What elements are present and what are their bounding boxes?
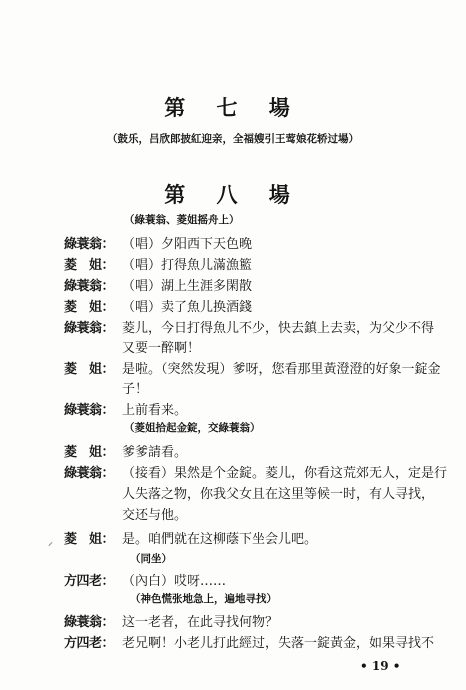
stage-direction-enter: （神色慌张地急上，遍地寻找） bbox=[130, 593, 277, 605]
scene-8-heading: 第 八 場 bbox=[164, 182, 302, 207]
dialogue-line: 又要一醉啊！ bbox=[122, 341, 201, 356]
page-number: • 19 • bbox=[360, 659, 401, 673]
dialogue-line: 这一老者，在此寻找何物？ bbox=[122, 615, 279, 630]
margin-mark: ⸝ bbox=[48, 537, 53, 548]
speaker-label: 菱 姐： bbox=[64, 532, 115, 547]
dialogue-line: （唱）卖了魚儿换酒錢 bbox=[122, 300, 253, 315]
speaker-label: 菱 姐： bbox=[64, 362, 115, 377]
dialogue-line: 人失落之物，你我父女且在这里等候一时，有人寻找， bbox=[122, 487, 435, 502]
speaker-label: 方四老： bbox=[64, 574, 115, 589]
dialogue-line: （內白）哎呀…… bbox=[122, 574, 227, 589]
speaker-label: 方四老： bbox=[64, 636, 115, 651]
speaker-label: 綠蓑翁： bbox=[64, 321, 115, 336]
dialogue-line: 爹爹請看。 bbox=[122, 445, 188, 460]
speaker-label: 菱 姐： bbox=[64, 300, 115, 315]
speaker-label: 綠蓑翁： bbox=[64, 403, 115, 418]
dialogue-line: 子！ bbox=[122, 382, 149, 397]
dialogue-line: （唱）夕阳西下天色晚 bbox=[122, 237, 253, 252]
dialogue-line: （唱）湖上生涯多閑散 bbox=[122, 279, 253, 294]
stage-direction-sit: （同坐） bbox=[130, 553, 172, 565]
speaker-label: 綠蓑翁： bbox=[64, 615, 115, 630]
stage-direction-open: （綠蓑翁、菱姐摇舟上） bbox=[124, 214, 240, 226]
speaker-label: 菱 姐： bbox=[64, 445, 115, 460]
dialogue-line: （接看）果然是个金錠。菱儿，你看这荒郊无人，定是行 bbox=[122, 466, 448, 481]
dialogue-line: 老兄啊！小老儿打此經过，失落一錠黃金，如果寻找不 bbox=[122, 636, 435, 651]
dialogue-line: 菱儿，今日打得魚儿不少，快去鎮上去卖，为父少不得 bbox=[122, 321, 435, 336]
speaker-label: 綠蓑翁： bbox=[64, 279, 115, 294]
dialogue-line: 上前看来。 bbox=[122, 403, 188, 418]
speaker-label: 綠蓑翁： bbox=[64, 237, 115, 252]
dialogue-line: 是。咱們就在这柳蔭下坐会儿吧。 bbox=[122, 532, 318, 547]
stage-direction-mid: （菱姐拾起金錠，交綠蓑翁） bbox=[124, 422, 261, 434]
dialogue-line: 交还与他。 bbox=[122, 508, 188, 523]
scene-7-stage-direction: （鼓乐，吕欣郎披紅迎亲，全福嫂引王莺娘花轿过場） bbox=[107, 133, 359, 145]
dialogue-line: （唱）打得魚儿滿漁籃 bbox=[122, 258, 253, 273]
scene-7-heading: 第 七 場 bbox=[164, 95, 302, 120]
speaker-label: 綠蓑翁： bbox=[64, 466, 115, 481]
dialogue-line: 是啦。（突然发現）爹呀，您看那里黃澄澄的好象一錠金 bbox=[122, 362, 441, 377]
speaker-label: 菱 姐： bbox=[64, 258, 115, 273]
